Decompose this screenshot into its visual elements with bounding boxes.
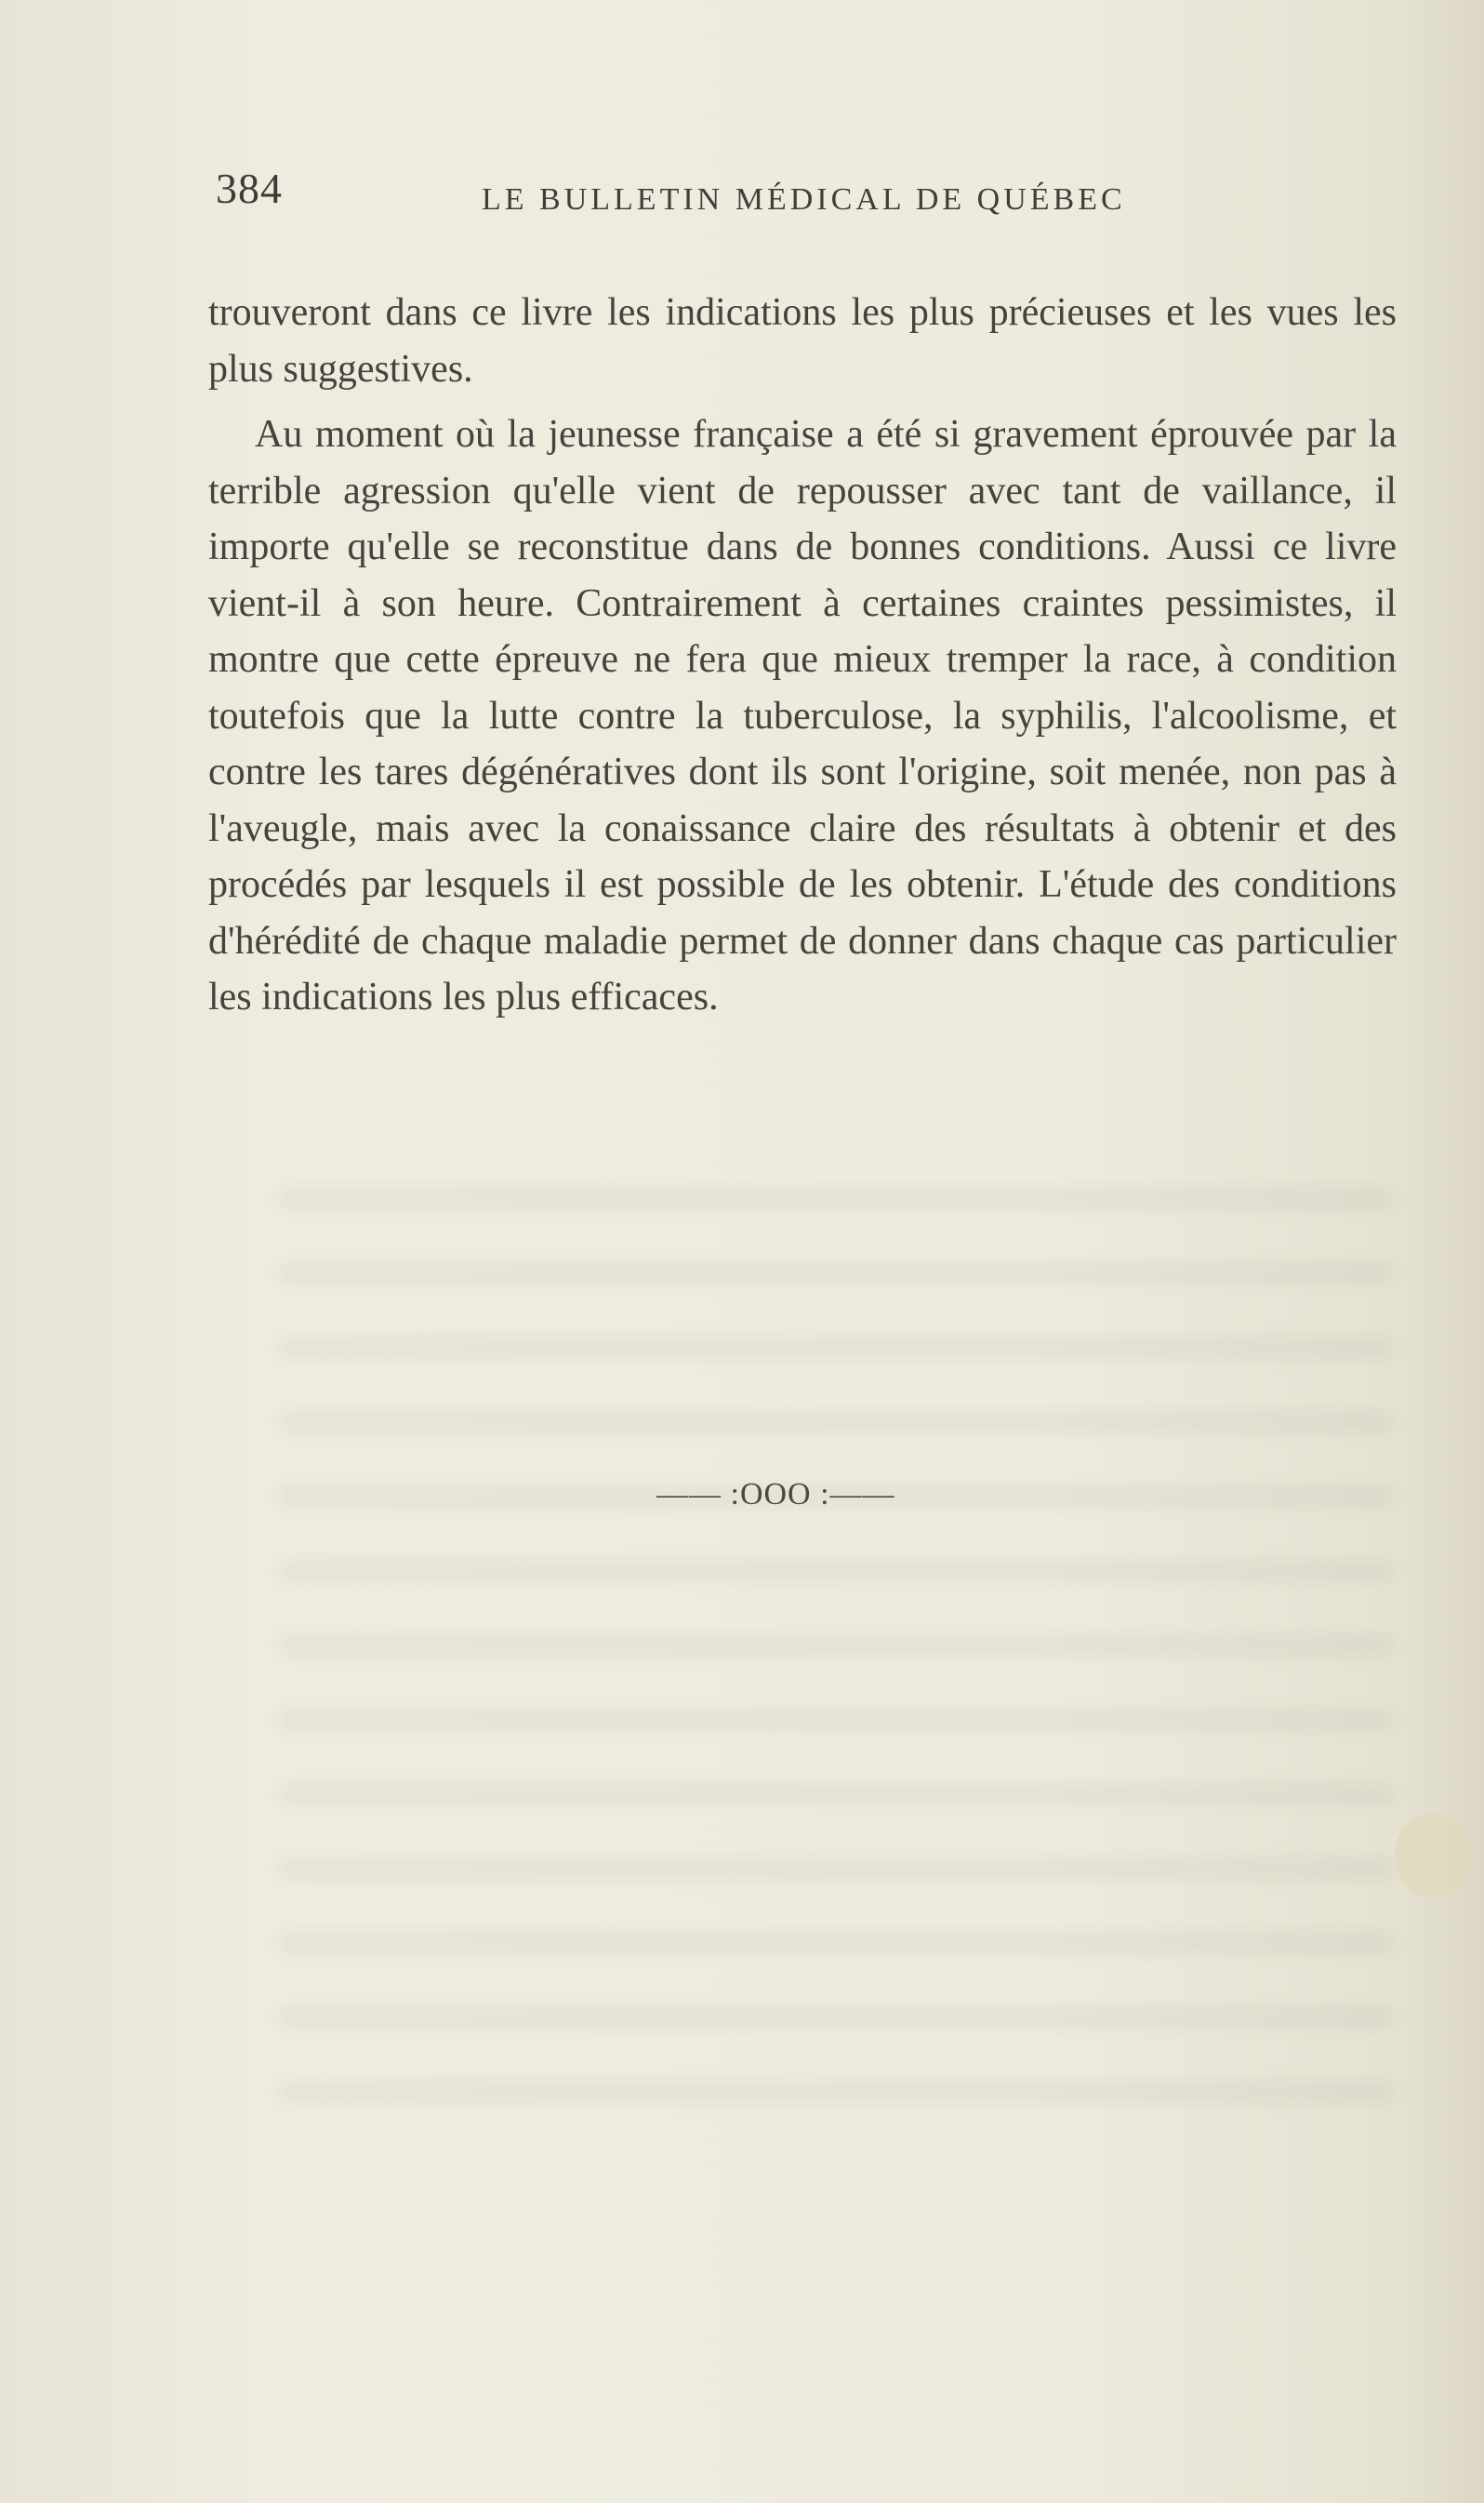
section-separator: —— :OOO :—— — [656, 1477, 895, 1511]
running-head: LE BULLETIN MÉDICAL DE QUÉBEC — [482, 182, 1126, 217]
page-number: 384 — [216, 165, 283, 212]
paragraph: trouveront dans ce livre les indications les plus précieuses et les vues les plus suggestives. — [208, 291, 1397, 391]
paragraph: Au moment où la jeunesse française a été si gravement éprouvée par la terrible agression qu'elle vient de repousser avec tant de vaillance, il importe qu'elle se reconstitue dans de bonnes conditions. Aussi ce livre vient-il à son heure. Contrairement à certaines craintes pessimistes, il montre que cette épreuve ne fera que mieux tremper la race, à condition toutefois que la lutte contre la tuberculose, la syphilis, l'alcoolisme, et contre les tares dégénératives dont ils sont l'origine, soit menée, non pas à l'aveugle, mais avec la conaissance claire des résultats à obtenir et des procédés par lesquels il est possible de les obtenir. L'étude des conditions d'hérédité de chaque maladie permet de donner dans chaque cas particulier les indications les plus efficaces. — [208, 413, 1397, 1019]
body-text — [208, 285, 1397, 1026]
paper-stain — [1395, 1814, 1469, 1897]
show-through-text — [279, 1135, 1395, 1972]
